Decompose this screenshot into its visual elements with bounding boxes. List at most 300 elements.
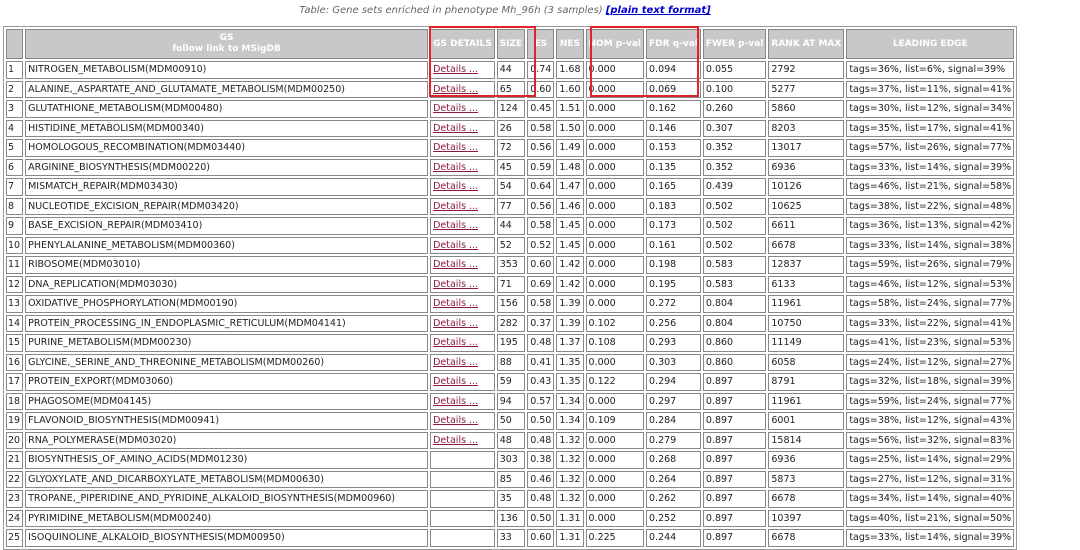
cell-nes: 1.68 xyxy=(556,61,583,79)
details-link[interactable]: Details ... xyxy=(433,181,479,193)
cell-fwer-p-val: 0.897 xyxy=(703,393,767,411)
table-row xyxy=(6,354,1014,372)
details-link[interactable]: Details ... xyxy=(433,220,479,232)
cell-es: 0.57 xyxy=(527,393,554,411)
cell-gs-details[interactable] xyxy=(430,198,495,216)
details-link[interactable]: Details ... xyxy=(433,142,479,154)
table-caption xyxy=(0,5,1010,16)
cell-leading-edge: tags=25%, list=14%, signal=29% xyxy=(846,451,1014,469)
cell-size: 54 xyxy=(497,178,526,196)
cell-fdr-q-val: 0.252 xyxy=(646,510,701,528)
gene-set-link[interactable]: BASE_EXCISION_REPAIR(MDM03410) xyxy=(28,220,203,232)
cell-gene-set-name[interactable] xyxy=(25,510,428,528)
cell-nom-p-val: 0.000 xyxy=(586,217,644,235)
table-row xyxy=(6,237,1014,255)
cell-nom-p-val: 0.000 xyxy=(586,100,644,118)
cell-fdr-q-val: 0.183 xyxy=(646,198,701,216)
cell-gs-details[interactable] xyxy=(430,61,495,79)
cell-nom-p-val: 0.000 xyxy=(586,61,644,79)
cell-gs-details[interactable] xyxy=(430,256,495,274)
cell-size: 85 xyxy=(497,471,526,489)
cell-nes: 1.45 xyxy=(556,217,583,235)
cell-es: 0.50 xyxy=(527,510,554,528)
cell-rank-at-max: 6678 xyxy=(768,529,844,547)
cell-rank-at-max: 6936 xyxy=(768,451,844,469)
cell-size: 52 xyxy=(497,237,526,255)
gene-set-link[interactable]: PROTEIN_PROCESSING_IN_ENDOPLASMIC_RETICULUM(MDM04141) xyxy=(28,317,346,329)
cell-index: 22 xyxy=(6,471,23,489)
details-link[interactable]: Details ... xyxy=(433,298,479,310)
cell-rank-at-max: 8791 xyxy=(768,373,844,391)
table-row xyxy=(6,198,1014,216)
cell-es: 0.64 xyxy=(527,178,554,196)
cell-leading-edge: tags=32%, list=18%, signal=39% xyxy=(846,373,1014,391)
gene-set-link[interactable]: OXIDATIVE_PHOSPHORYLATION(MDM00190) xyxy=(28,298,238,310)
table-row xyxy=(6,120,1014,138)
cell-size: 282 xyxy=(497,315,526,333)
cell-size: 88 xyxy=(497,354,526,372)
cell-fwer-p-val: 0.352 xyxy=(703,159,767,177)
cell-es: 0.58 xyxy=(527,120,554,138)
cell-index: 3 xyxy=(6,100,23,118)
cell-gs-details[interactable] xyxy=(430,334,495,352)
table-row xyxy=(6,315,1014,333)
cell-rank-at-max: 5860 xyxy=(768,100,844,118)
cell-gs-details[interactable] xyxy=(430,295,495,313)
header-gs-title: GS xyxy=(219,33,234,43)
cell-es: 0.46 xyxy=(527,471,554,489)
cell-nom-p-val: 0.108 xyxy=(586,334,644,352)
cell-es: 0.38 xyxy=(527,451,554,469)
cell-size: 65 xyxy=(497,81,526,99)
cell-fwer-p-val: 0.860 xyxy=(703,334,767,352)
cell-fdr-q-val: 0.262 xyxy=(646,490,701,508)
details-link[interactable]: Details ... xyxy=(433,122,479,134)
cell-gene-set-name[interactable] xyxy=(25,393,428,411)
header-nes: NES xyxy=(556,29,583,59)
cell-fwer-p-val: 0.897 xyxy=(703,373,767,391)
cell-rank-at-max: 11961 xyxy=(768,295,844,313)
cell-gene-set-name[interactable] xyxy=(25,139,428,157)
cell-gene-set-name[interactable] xyxy=(25,315,428,333)
cell-nes: 1.32 xyxy=(556,490,583,508)
cell-gene-set-name[interactable] xyxy=(25,217,428,235)
cell-gs-details[interactable] xyxy=(430,81,495,99)
cell-gs-details[interactable] xyxy=(430,100,495,118)
cell-nom-p-val: 0.000 xyxy=(586,295,644,313)
cell-fdr-q-val: 0.173 xyxy=(646,217,701,235)
cell-nom-p-val: 0.000 xyxy=(586,471,644,489)
cell-size: 303 xyxy=(497,451,526,469)
gene-set-link[interactable]: RNA_POLYMERASE(MDM03020) xyxy=(28,434,177,446)
cell-gene-set-name[interactable] xyxy=(25,354,428,372)
cell-index: 25 xyxy=(6,529,23,547)
cell-nom-p-val: 0.000 xyxy=(586,120,644,138)
cell-leading-edge: tags=58%, list=24%, signal=77% xyxy=(846,295,1014,313)
cell-es: 0.45 xyxy=(527,100,554,118)
table-row xyxy=(6,217,1014,235)
cell-leading-edge: tags=27%, list=12%, signal=31% xyxy=(846,471,1014,489)
table-row xyxy=(6,178,1014,196)
cell-fdr-q-val: 0.153 xyxy=(646,139,701,157)
gene-set-link[interactable]: MISMATCH_REPAIR(MDM03430) xyxy=(28,181,178,193)
cell-leading-edge: tags=59%, list=24%, signal=77% xyxy=(846,393,1014,411)
cell-size: 353 xyxy=(497,256,526,274)
gene-set-link[interactable]: TROPANE,_PIPERIDINE_AND_PYRIDINE_ALKALOID_BIOSYNTHESIS(MDM00960) xyxy=(28,493,396,505)
cell-gs-details[interactable] xyxy=(430,354,495,372)
header-size: SIZE xyxy=(497,29,526,59)
gene-set-link[interactable]: PYRIMIDINE_METABOLISM(MDM00240) xyxy=(28,512,212,524)
cell-rank-at-max: 15814 xyxy=(768,432,844,450)
gene-set-link[interactable]: RIBOSOME(MDM03010) xyxy=(28,259,141,271)
cell-fwer-p-val: 0.583 xyxy=(703,276,767,294)
cell-nom-p-val: 0.102 xyxy=(586,315,644,333)
cell-nom-p-val: 0.000 xyxy=(586,237,644,255)
cell-nes: 1.39 xyxy=(556,295,583,313)
cell-index: 16 xyxy=(6,354,23,372)
cell-fdr-q-val: 0.069 xyxy=(646,81,701,99)
cell-gs-details[interactable] xyxy=(430,315,495,333)
cell-rank-at-max: 6001 xyxy=(768,412,844,430)
cell-es: 0.52 xyxy=(527,237,554,255)
cell-gs-details[interactable] xyxy=(430,393,495,411)
cell-fwer-p-val: 0.307 xyxy=(703,120,767,138)
cell-index: 17 xyxy=(6,373,23,391)
cell-es: 0.60 xyxy=(527,81,554,99)
table-row xyxy=(6,139,1014,157)
cell-nes: 1.60 xyxy=(556,81,583,99)
cell-gs-details[interactable] xyxy=(430,412,495,430)
cell-es: 0.60 xyxy=(527,256,554,274)
table-row xyxy=(6,412,1014,430)
cell-es: 0.48 xyxy=(527,334,554,352)
cell-gs-details[interactable] xyxy=(430,159,495,177)
cell-leading-edge: tags=46%, list=12%, signal=53% xyxy=(846,276,1014,294)
cell-gene-set-name[interactable] xyxy=(25,412,428,430)
cell-size: 45 xyxy=(497,159,526,177)
gene-set-table-container xyxy=(3,26,1017,550)
cell-nes: 1.49 xyxy=(556,139,583,157)
gene-set-link[interactable]: PHAGOSOME(MDM04145) xyxy=(28,395,152,407)
cell-fwer-p-val: 0.439 xyxy=(703,178,767,196)
cell-es: 0.48 xyxy=(527,432,554,450)
gene-set-link[interactable]: GLUTATHIONE_METABOLISM(MDM00480) xyxy=(28,103,223,115)
gene-set-link[interactable]: ALANINE,_ASPARTATE_AND_GLUTAMATE_METABOLISM(MDM00250) xyxy=(28,83,345,95)
cell-rank-at-max: 12837 xyxy=(768,256,844,274)
cell-fdr-q-val: 0.264 xyxy=(646,471,701,489)
cell-nes: 1.32 xyxy=(556,432,583,450)
cell-gene-set-name[interactable] xyxy=(25,432,428,450)
cell-fdr-q-val: 0.272 xyxy=(646,295,701,313)
gene-set-link[interactable]: GLYOXYLATE_AND_DICARBOXYLATE_METABOLISM(MDM00630) xyxy=(28,473,324,485)
gene-set-link[interactable]: HISTIDINE_METABOLISM(MDM00340) xyxy=(28,122,204,134)
cell-leading-edge: tags=33%, list=14%, signal=39% xyxy=(846,159,1014,177)
cell-fwer-p-val: 0.352 xyxy=(703,139,767,157)
header-es: ES xyxy=(527,29,554,59)
cell-nes: 1.32 xyxy=(556,471,583,489)
cell-fdr-q-val: 0.244 xyxy=(646,529,701,547)
cell-fwer-p-val: 0.897 xyxy=(703,432,767,450)
gene-set-link[interactable]: GLYCINE,_SERINE_AND_THREONINE_METABOLISM(MDM00260) xyxy=(28,356,325,368)
cell-gene-set-name[interactable] xyxy=(25,237,428,255)
cell-index: 10 xyxy=(6,237,23,255)
cell-nes: 1.45 xyxy=(556,237,583,255)
cell-gene-set-name[interactable] xyxy=(25,373,428,391)
cell-size: 35 xyxy=(497,490,526,508)
cell-index: 7 xyxy=(6,178,23,196)
gene-set-link[interactable]: ISOQUINOLINE_ALKALOID_BIOSYNTHESIS(MDM00950) xyxy=(28,532,285,544)
cell-gene-set-name[interactable] xyxy=(25,178,428,196)
cell-fwer-p-val: 0.055 xyxy=(703,61,767,79)
cell-nes: 1.35 xyxy=(556,373,583,391)
cell-nom-p-val: 0.000 xyxy=(586,256,644,274)
table-row xyxy=(6,295,1014,313)
cell-gs-details xyxy=(430,490,495,508)
cell-leading-edge: tags=33%, list=14%, signal=38% xyxy=(846,237,1014,255)
cell-leading-edge: tags=46%, list=21%, signal=58% xyxy=(846,178,1014,196)
cell-gs-details[interactable] xyxy=(430,139,495,157)
cell-gs-details[interactable] xyxy=(430,432,495,450)
cell-rank-at-max: 10126 xyxy=(768,178,844,196)
cell-nes: 1.31 xyxy=(556,510,583,528)
cell-size: 48 xyxy=(497,432,526,450)
cell-size: 33 xyxy=(497,529,526,547)
table-row xyxy=(6,490,1014,508)
cell-nom-p-val: 0.000 xyxy=(586,81,644,99)
cell-fwer-p-val: 0.860 xyxy=(703,354,767,372)
cell-size: 59 xyxy=(497,373,526,391)
cell-gene-set-name[interactable] xyxy=(25,61,428,79)
table-row xyxy=(6,276,1014,294)
gene-set-link[interactable]: FLAVONOID_BIOSYNTHESIS(MDM00941) xyxy=(28,415,220,427)
cell-rank-at-max: 5277 xyxy=(768,81,844,99)
cell-es: 0.41 xyxy=(527,354,554,372)
details-link[interactable]: Details ... xyxy=(433,239,479,251)
cell-leading-edge: tags=35%, list=17%, signal=41% xyxy=(846,120,1014,138)
gene-set-link[interactable]: DNA_REPLICATION(MDM03030) xyxy=(28,278,178,290)
cell-nom-p-val: 0.000 xyxy=(586,198,644,216)
details-link[interactable]: Details ... xyxy=(433,376,479,388)
gene-set-link[interactable]: HOMOLOGOUS_RECOMBINATION(MDM03440) xyxy=(28,142,246,154)
gene-set-link[interactable]: PURINE_METABOLISM(MDM00230) xyxy=(28,337,192,349)
cell-gene-set-name[interactable] xyxy=(25,159,428,177)
cell-nes: 1.42 xyxy=(556,256,583,274)
cell-fdr-q-val: 0.198 xyxy=(646,256,701,274)
cell-gs-details[interactable] xyxy=(430,178,495,196)
details-link[interactable]: Details ... xyxy=(433,278,479,290)
cell-gs-details[interactable] xyxy=(430,217,495,235)
cell-nes: 1.47 xyxy=(556,178,583,196)
cell-nom-p-val: 0.122 xyxy=(586,373,644,391)
cell-gene-set-name[interactable] xyxy=(25,198,428,216)
cell-index: 15 xyxy=(6,334,23,352)
cell-index: 23 xyxy=(6,490,23,508)
cell-leading-edge: tags=38%, list=12%, signal=43% xyxy=(846,412,1014,430)
gene-set-link[interactable]: PHENYLALANINE_METABOLISM(MDM00360) xyxy=(28,239,235,251)
cell-index: 24 xyxy=(6,510,23,528)
cell-leading-edge: tags=59%, list=26%, signal=79% xyxy=(846,256,1014,274)
gene-set-link[interactable]: NUCLEOTIDE_EXCISION_REPAIR(MDM03420) xyxy=(28,200,239,212)
cell-fwer-p-val: 0.897 xyxy=(703,529,767,547)
cell-fdr-q-val: 0.294 xyxy=(646,373,701,391)
cell-gene-set-name[interactable] xyxy=(25,471,428,489)
table-row xyxy=(6,432,1014,450)
header-gs-subtitle: follow link to MSigDB xyxy=(172,44,281,54)
cell-size: 71 xyxy=(497,276,526,294)
details-link[interactable]: Details ... xyxy=(433,103,479,115)
cell-size: 77 xyxy=(497,198,526,216)
details-link[interactable]: Details ... xyxy=(433,64,479,76)
cell-fdr-q-val: 0.162 xyxy=(646,100,701,118)
cell-rank-at-max: 10625 xyxy=(768,198,844,216)
cell-gene-set-name[interactable] xyxy=(25,295,428,313)
cell-rank-at-max: 6133 xyxy=(768,276,844,294)
cell-fwer-p-val: 0.502 xyxy=(703,217,767,235)
header-gs-details: GS DETAILS xyxy=(430,29,495,59)
cell-gs-details[interactable] xyxy=(430,373,495,391)
cell-fwer-p-val: 0.583 xyxy=(703,256,767,274)
cell-es: 0.50 xyxy=(527,412,554,430)
cell-nom-p-val: 0.225 xyxy=(586,529,644,547)
cell-fdr-q-val: 0.094 xyxy=(646,61,701,79)
cell-gs-details[interactable] xyxy=(430,120,495,138)
cell-fwer-p-val: 0.897 xyxy=(703,510,767,528)
cell-rank-at-max: 10750 xyxy=(768,315,844,333)
cell-leading-edge: tags=33%, list=14%, signal=39% xyxy=(846,529,1014,547)
gene-set-link[interactable]: BIOSYNTHESIS_OF_AMINO_ACIDS(MDM01230) xyxy=(28,454,248,466)
details-link[interactable]: Details ... xyxy=(433,434,479,446)
cell-gene-set-name[interactable] xyxy=(25,276,428,294)
details-link[interactable]: Details ... xyxy=(433,83,479,95)
cell-nom-p-val: 0.000 xyxy=(586,354,644,372)
details-link[interactable]: Details ... xyxy=(433,415,479,427)
cell-nes: 1.50 xyxy=(556,120,583,138)
cell-rank-at-max: 2792 xyxy=(768,61,844,79)
gene-set-link[interactable]: PROTEIN_EXPORT(MDM03060) xyxy=(28,376,174,388)
cell-rank-at-max: 6936 xyxy=(768,159,844,177)
header-rank-at-max: RANK AT MAX xyxy=(768,29,844,59)
plain-text-format-link[interactable]: [plain text format] xyxy=(605,5,711,16)
cell-fdr-q-val: 0.268 xyxy=(646,451,701,469)
cell-leading-edge: tags=38%, list=22%, signal=48% xyxy=(846,198,1014,216)
cell-index: 11 xyxy=(6,256,23,274)
cell-size: 124 xyxy=(497,100,526,118)
cell-leading-edge: tags=57%, list=26%, signal=77% xyxy=(846,139,1014,157)
details-link[interactable]: Details ... xyxy=(433,395,479,407)
details-link[interactable]: Details ... xyxy=(433,337,479,349)
cell-gene-set-name[interactable] xyxy=(25,451,428,469)
cell-fwer-p-val: 0.897 xyxy=(703,451,767,469)
cell-nom-p-val: 0.000 xyxy=(586,510,644,528)
cell-es: 0.37 xyxy=(527,315,554,333)
cell-fwer-p-val: 0.897 xyxy=(703,471,767,489)
gene-set-link[interactable]: NITROGEN_METABOLISM(MDM00910) xyxy=(28,64,207,76)
table-row xyxy=(6,334,1014,352)
details-link[interactable]: Details ... xyxy=(433,317,479,329)
details-link[interactable]: Details ... xyxy=(433,161,479,173)
cell-gene-set-name[interactable] xyxy=(25,100,428,118)
cell-nes: 1.34 xyxy=(556,412,583,430)
cell-fdr-q-val: 0.195 xyxy=(646,276,701,294)
cell-nom-p-val: 0.000 xyxy=(586,432,644,450)
cell-gene-set-name[interactable] xyxy=(25,334,428,352)
cell-index: 5 xyxy=(6,139,23,157)
table-row xyxy=(6,81,1014,99)
table-row xyxy=(6,451,1014,469)
cell-gene-set-name[interactable] xyxy=(25,81,428,99)
cell-gs-details xyxy=(430,451,495,469)
cell-index: 14 xyxy=(6,315,23,333)
cell-leading-edge: tags=37%, list=11%, signal=41% xyxy=(846,81,1014,99)
cell-nom-p-val: 0.000 xyxy=(586,451,644,469)
cell-leading-edge: tags=56%, list=32%, signal=83% xyxy=(846,432,1014,450)
caption-text: Table: Gene sets enriched in phenotype Mh_96h (3 samples) xyxy=(299,5,603,16)
table-row xyxy=(6,159,1014,177)
cell-gene-set-name[interactable] xyxy=(25,120,428,138)
cell-es: 0.56 xyxy=(527,139,554,157)
cell-leading-edge: tags=36%, list=13%, signal=42% xyxy=(846,217,1014,235)
cell-fdr-q-val: 0.161 xyxy=(646,237,701,255)
header-nom-p-val: NOM p-val xyxy=(586,29,644,59)
table-row xyxy=(6,100,1014,118)
cell-gs-details xyxy=(430,471,495,489)
header-fwer-p-val: FWER p-val xyxy=(703,29,767,59)
cell-rank-at-max: 6678 xyxy=(768,490,844,508)
cell-size: 136 xyxy=(497,510,526,528)
table-row xyxy=(6,61,1014,79)
cell-fdr-q-val: 0.146 xyxy=(646,120,701,138)
cell-index: 18 xyxy=(6,393,23,411)
header-fdr-q-val: FDR q-val xyxy=(646,29,701,59)
cell-size: 50 xyxy=(497,412,526,430)
gene-set-link[interactable]: ARGININE_BIOSYNTHESIS(MDM00220) xyxy=(28,161,211,173)
details-link[interactable]: Details ... xyxy=(433,356,479,368)
cell-fwer-p-val: 0.804 xyxy=(703,295,767,313)
details-link[interactable]: Details ... xyxy=(433,259,479,271)
cell-nom-p-val: 0.109 xyxy=(586,412,644,430)
cell-size: 72 xyxy=(497,139,526,157)
cell-gene-set-name[interactable] xyxy=(25,490,428,508)
cell-nes: 1.32 xyxy=(556,451,583,469)
cell-nom-p-val: 0.000 xyxy=(586,159,644,177)
cell-rank-at-max: 10397 xyxy=(768,510,844,528)
cell-es: 0.74 xyxy=(527,61,554,79)
cell-fwer-p-val: 0.897 xyxy=(703,412,767,430)
cell-leading-edge: tags=34%, list=14%, signal=40% xyxy=(846,490,1014,508)
cell-gs-details[interactable] xyxy=(430,276,495,294)
cell-index: 13 xyxy=(6,295,23,313)
cell-rank-at-max: 11961 xyxy=(768,393,844,411)
cell-nes: 1.31 xyxy=(556,529,583,547)
cell-nom-p-val: 0.000 xyxy=(586,139,644,157)
cell-fdr-q-val: 0.135 xyxy=(646,159,701,177)
cell-nes: 1.37 xyxy=(556,334,583,352)
cell-es: 0.59 xyxy=(527,159,554,177)
cell-size: 44 xyxy=(497,61,526,79)
table-row xyxy=(6,256,1014,274)
cell-gs-details[interactable] xyxy=(430,237,495,255)
cell-gene-set-name[interactable] xyxy=(25,256,428,274)
cell-es: 0.60 xyxy=(527,529,554,547)
cell-index: 9 xyxy=(6,217,23,235)
table-header-row xyxy=(6,29,1014,59)
cell-nes: 1.42 xyxy=(556,276,583,294)
cell-fdr-q-val: 0.293 xyxy=(646,334,701,352)
cell-nom-p-val: 0.000 xyxy=(586,393,644,411)
details-link[interactable]: Details ... xyxy=(433,200,479,212)
cell-nes: 1.34 xyxy=(556,393,583,411)
cell-nes: 1.35 xyxy=(556,354,583,372)
